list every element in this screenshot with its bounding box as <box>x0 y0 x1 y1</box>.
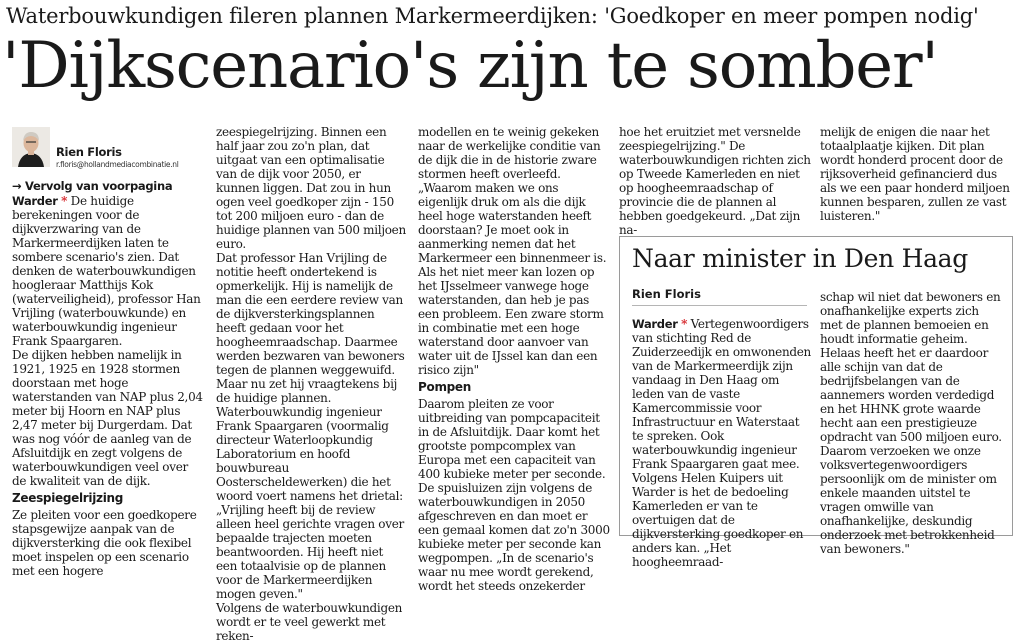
article-column-3 <box>418 125 610 593</box>
paragraph: hoe het eruitziet met versnelde zeespiegelrijzing." De waterbouwkundigen richten zich op Tweede Kamerleden en niet op hoogheemraadschap of provincie die de plannen al hebben goedgekeurd. „Dat zijn na- <box>619 125 811 237</box>
article-column-1 <box>12 125 203 578</box>
subheading: Pompen <box>418 380 472 394</box>
kicker: Waterbouwkundigen fileren plannen Markermeerdijken: 'Goedkoper en meer pompen nodig' <box>6 4 979 28</box>
paragraph-text: De huidige berekeningen voor de dijkverzwaring van de Markermeerdijken laten te sombere scenario's zien. Dat denken de waterbouwkundigen hoogleraar Matthijs Kok (waterveiligheid), professor Han Vrijling (waterbouwkunde) en waterbouwkundig ingenieur Frank Spaargaren. <box>12 194 201 348</box>
paragraph-text: Vertegenwoordigers van stichting Red de Zuiderzeedijk en omwonenden van de Markermeerdijk zijn vandaag in Den Haag om leden van de vaste Kamercommissie voor Infrastructuur en Waterstaat te spreken. Ook waterbouwkundig ingenieur Frank Spaargaren gaat mee. <box>632 317 811 471</box>
paragraph: Dat professor Han Vrijling de notitie heeft ondertekend is opmerkelijk. Hij is namelijk de man die een eerdere review van de dijkversterkingsplannen heeft gedaan voor het hoogheemraadschap. Daarmee werden bezwaren van bewoners tegen de plannen weggewuifd. <box>216 251 405 377</box>
paragraph: Maar nu zet hij vraagtekens bij de huidige plannen. Waterbouwkundig ingenieur Frank Spaargaren (voormalig directeur Waterloopkundig Laboratorium en hoofd bouwbureau Oosterscheldewerken) die het woord voert namens het drietal: „Vrijling heeft bij de review alleen heel gerichte vragen over bepaalde trajecten moeten beantwoorden. Hij heeft niet een totaalvisie op de plannen voor de Markermeerdijken mogen geven." <box>216 377 404 601</box>
paragraph: zeespiegelrijzing. Binnen een half jaar zou zo'n plan, dat uitgaat van een optimalisatie van de dijk voor 2050, er kunnen liggen. Dat zou in hun ogen veel goedkoper zijn - 150 tot 200 miljoen euro - dan de huidige plannen van 500 miljoen euro. <box>216 125 406 251</box>
dateline-place: Warder <box>632 317 678 331</box>
box-title: Naar minister in Den Haag <box>632 244 968 273</box>
paragraph: De dijken hebben namelijk in 1921, 1925 en 1928 stormen doorstaan met hoge waterstanden van NAP plus 2,04 meter bij Hoorn en NAP plus 2,47 meter bij Durgerdam. Dat was nog vóór de aanleg van de Afsluitdijk en zegt volgens de waterbouwkundigen veel over de kwaliteit van de dijk. <box>12 348 203 488</box>
paragraph: De spuisluizen zijn volgens de waterbouwkundigen in 2050 afgeschreven en dan moet er een gemaal komen dat zo'n 3000 kubieke meter per seconde kan wegpompen. „In de scenario's waar nu mee wordt gerekend, wordt het steeds onzekerder <box>418 481 610 593</box>
box-column-1 <box>632 317 814 569</box>
byline-name: Rien Floris <box>56 145 122 159</box>
sidebar-article-box <box>619 236 1013 569</box>
author-photo <box>12 127 50 167</box>
continuation-label: → Vervolg van voorpagina <box>12 179 173 193</box>
article-column-4 <box>619 125 811 237</box>
paragraph: melijk de enigen die naar het totaalplaatje kijken. Dit plan wordt honderd procent door de rijksoverheid gefinancierd dus als we een paar honderd miljoen kunnen besparen, zullen ze vast luisteren." <box>820 125 1010 223</box>
box-column-2 <box>820 290 1002 556</box>
paragraph: modellen en te weinig gekeken naar de werkelijke conditie van de dijk die in de historie zware stormen heeft overleefd. „Waarom maken we ons eigenlijk druk om als die dijk heel hoge waterstanden heeft doorstaan? Je moet ook in aanmerking nemen dat het Markermeer een binnenmeer is. Als het niet meer kan lozen op het IJsselmeer vanwege hoge waterstanden, dan heb je pas een probleem. Een zware storm in combinatie met een hoge waterstand door aanvoer van water uit de IJssel kan dan een risico zijn" <box>418 125 607 377</box>
article-column-5 <box>820 125 1012 223</box>
paragraph: Volgens de waterbouwkundigen wordt er te veel gewerkt met reken- <box>216 601 403 643</box>
dateline-place: Warder <box>12 194 58 208</box>
star-marker: * <box>61 194 68 208</box>
subheading: Zeespiegelrijzing <box>12 491 124 505</box>
paragraph: Daarom pleiten ze voor uitbreiding van pompcapaciteit in de Afsluitdijk. Daar komt het grootste pompcomplex van Europa met een capaciteit van 400 kubieke meter per seconde. <box>418 397 606 481</box>
paragraph <box>12 194 203 348</box>
paragraph <box>632 317 814 471</box>
paragraph: Volgens Helen Kuipers uit Warder is het de bedoeling Kamerleden er van te overtuigen dat de dijkversterking goedkoper en anders kan. „Het hoogheemraad- <box>632 471 804 569</box>
paragraph: Ze pleiten voor een goedkopere stapsgewijze aanpak van de dijkversterking die ook flexibel moet inspelen op een scenario met een hogere <box>12 508 197 578</box>
paragraph: schap wil niet dat bewoners en onafhankelijke experts zich met de plannen bemoeien en houdt informatie geheim. Helaas heeft het er daardoor alle schijn van dat de bedrijfsbelangen van de aannemers worden verdedigd en het HHNK grote waarde hecht aan een prestigieuze opdracht van 500 miljoen euro. Daarom verzoeken we onze volksvertegenwoordigers persoonlijk om de minister om enkele maanden uitstel te vragen omwille van onafhankelijke, deskundig onderzoek met betrokkenheid van bewoners." <box>820 290 1002 556</box>
star-marker: * <box>681 317 688 331</box>
headline: 'Dijkscenario's zijn te somber' <box>2 29 938 103</box>
box-byline: Rien Floris <box>632 287 807 306</box>
article-column-2 <box>216 125 407 643</box>
byline-email: r.floris@hollandmediacombinatie.nl <box>56 160 179 169</box>
byline <box>12 125 203 173</box>
